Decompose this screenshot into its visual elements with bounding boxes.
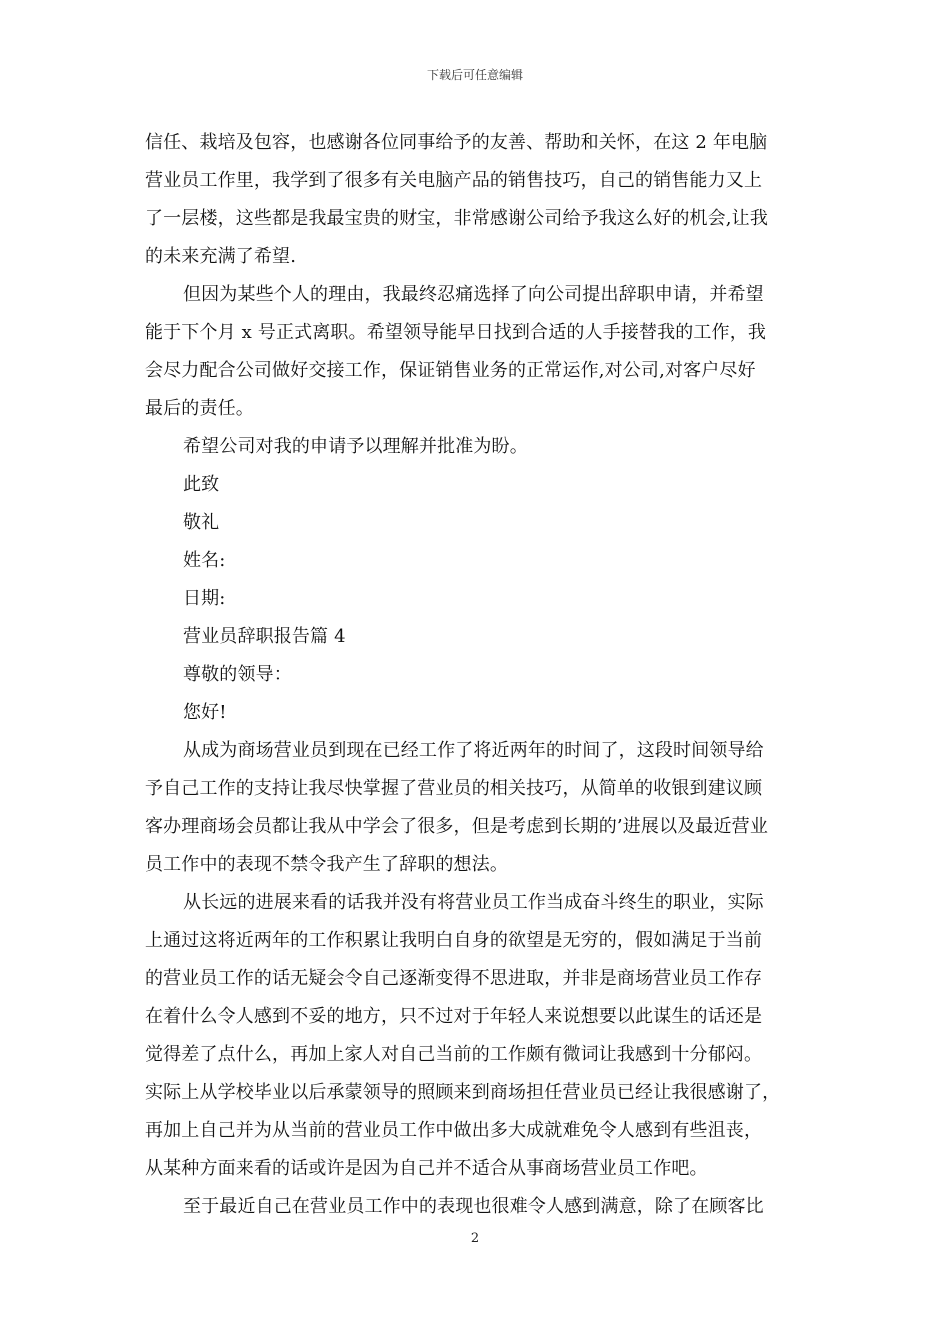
document-body: [145, 124, 811, 1226]
text-line: 的未来充满了希望.: [145, 246, 297, 267]
text-line: 再加上自己并为从当前的营业员工作中做出多大成就难免令人感到有些沮丧，: [145, 1120, 763, 1141]
paragraph-start: 希望公司对我的申请予以理解并批准为盼。: [183, 436, 528, 457]
paragraph-start: 至于最近自己在营业员工作中的表现也很难令人感到满意，除了在顾客比: [183, 1196, 764, 1217]
text-line: 员工作中的表现不禁令我产生了辞职的想法。: [145, 854, 508, 875]
paragraph-start: 从长远的进展来看的话我并没有将营业员工作当成奋斗终生的职业，实际: [183, 892, 764, 913]
greeting: 您好!: [183, 702, 227, 723]
text-line: 予自己工作的支持让我尽快掌握了营业员的相关技巧，从简单的收银到建议顾: [145, 778, 763, 799]
signature-date-line: 日期:: [183, 588, 226, 609]
text-line: 客办理商场会员都让我从中学会了很多，但是考虑到长期的’进展以及最近营业: [145, 816, 768, 837]
text-line: 能于下个月 x 号正式离职。希望领导能早日找到合适的人手接替我的工作，我: [145, 322, 766, 343]
text-line: 觉得差了点什么，再加上家人对自己当前的工作颇有微词让我感到十分郁闷。: [145, 1044, 763, 1065]
text-line: 最后的责任。: [145, 398, 254, 419]
text-line: 实际上从学校毕业以后承蒙领导的照顾来到商场担任营业员已经让我很感谢了，: [145, 1082, 781, 1103]
text-line: 的营业员工作的话无疑会令自己逐渐变得不思进取，并非是商场营业员工作存: [145, 968, 763, 989]
text-line: 在着什么令人感到不妥的地方，只不过对于年轻人来说想要以此谋生的话还是: [145, 1006, 763, 1027]
salutation: 尊敬的领导：: [183, 664, 292, 685]
closing-line: 敬礼: [183, 512, 220, 533]
closing-line: 此致: [183, 474, 220, 495]
text-line: 信任、栽培及包容，也感谢各位同事给予的友善、帮助和关怀，在这 2 年电脑: [145, 132, 768, 153]
signature-name-line: 姓名:: [183, 550, 226, 571]
text-line: 了一层楼，这些都是我最宝贵的财宝，非常感谢公司给予我这么好的机会,让我: [145, 208, 768, 229]
text-line: 从某种方面来看的话或许是因为自己并不适合从事商场营业员工作吧。: [145, 1158, 708, 1179]
paragraph-start: 从成为商场营业员到现在已经工作了将近两年的时间了，这段时间领导给: [183, 740, 764, 761]
paragraph-start: 但因为某些个人的理由，我最终忍痛选择了向公司提出辞职申请，并希望: [183, 284, 764, 305]
text-line: 上通过这将近两年的工作积累让我明白自身的欲望是无穷的，假如满足于当前: [145, 930, 763, 951]
page-number: 2: [470, 1231, 480, 1246]
page-header: 下载后可任意编辑: [426, 68, 523, 82]
text-line: 会尽力配合公司做好交接工作，保证销售业务的正常运作,对公司,对客户尽好: [145, 360, 756, 381]
text-line: 营业员工作里，我学到了很多有关电脑产品的销售技巧，自己的销售能力又上: [145, 170, 763, 191]
section-title: 营业员辞职报告篇 4: [183, 626, 346, 647]
